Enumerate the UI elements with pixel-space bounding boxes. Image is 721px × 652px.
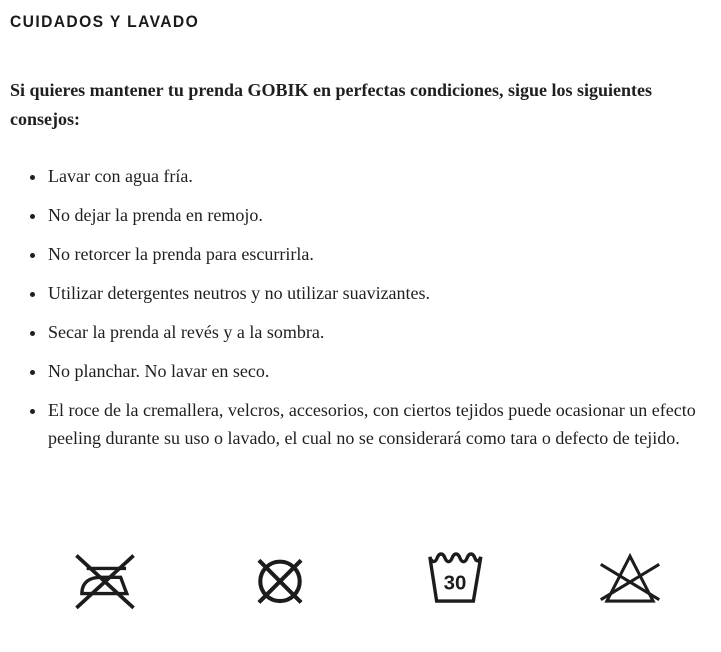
do-not-bleach-icon <box>596 545 664 615</box>
care-symbols-row <box>10 545 711 615</box>
care-tips-list <box>10 162 711 452</box>
list-item: • No planchar. No lavar en seco. <box>47 357 703 385</box>
wash-temperature-label: 30 <box>443 572 467 595</box>
wash-30-icon <box>421 545 489 615</box>
do-not-dry-clean-icon <box>246 545 314 615</box>
page-title: CUIDADOS Y LAVADO <box>10 12 200 31</box>
list-item: • Utilizar detergentes neutros y no utilizar suavizantes. <box>47 279 703 307</box>
intro-paragraph: Si quieres mantener tu prenda GOBIK en perfectas condiciones, sigue los siguientes consejos: <box>10 80 653 129</box>
list-item: • Lavar con agua fría. <box>47 162 703 190</box>
do-not-iron-icon <box>71 545 139 615</box>
list-item: • Secar la prenda al revés y a la sombra. <box>47 318 703 346</box>
list-item: • No retorcer la prenda para escurrirla. <box>47 240 703 268</box>
list-item: • No dejar la prenda en remojo. <box>47 201 703 229</box>
list-item: • El roce de la cremallera, velcros, accesorios, con ciertos tejidos puede ocasionar un efecto peeling durante su uso o lavado, el cual no se considerará como tara o defecto de tejido. <box>47 396 703 452</box>
